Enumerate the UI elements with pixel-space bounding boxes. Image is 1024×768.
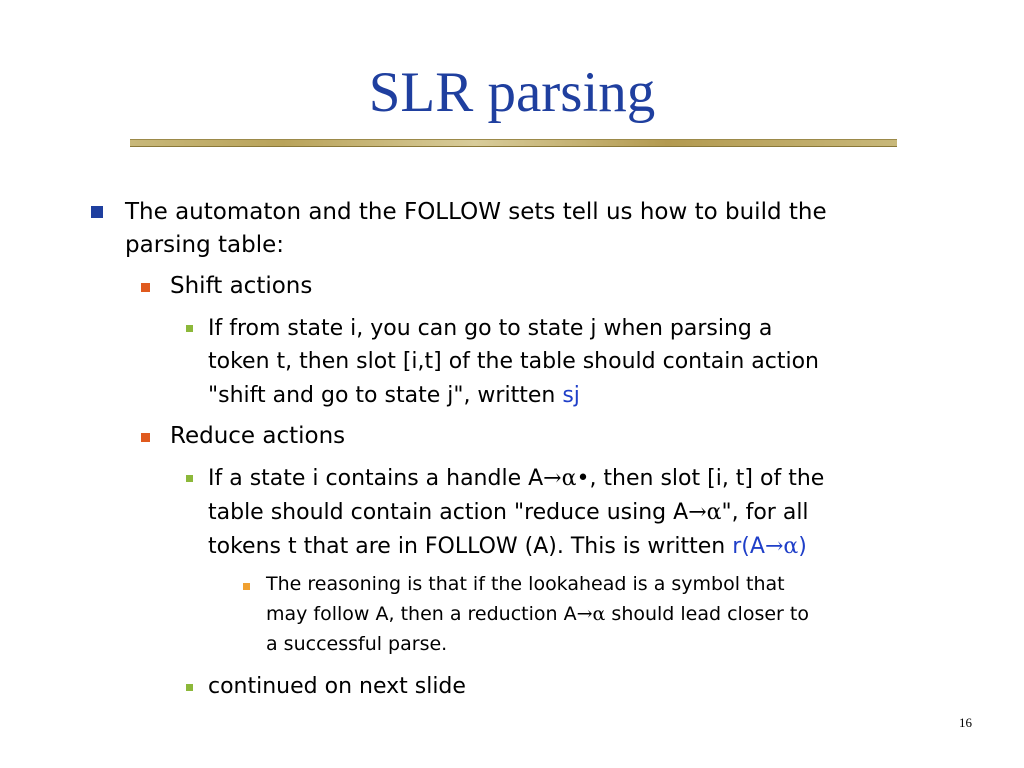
bullet-level2-icon: [141, 433, 150, 442]
bullet-text-line: The automaton and the FOLLOW sets tell us how to build the: [125, 199, 827, 225]
bullet-text-line: token t, then slot [i,t] of the table should contain action: [208, 349, 819, 374]
code-span: ): [798, 534, 807, 559]
arrow-alpha-symbol: →α: [688, 500, 722, 525]
bullet-text-line: The reasoning is that if the lookahead is a symbol that: [266, 573, 785, 595]
bullet-level4-icon: [243, 583, 250, 590]
arrow-alpha-symbol: →α: [764, 534, 799, 559]
bullet-text-line: [208, 462, 824, 496]
code-span: r(A: [732, 534, 765, 559]
reduce-actions-heading: Reduce actions: [170, 423, 346, 449]
bullet-level3-icon: [186, 325, 193, 332]
text-span: should lead closer to: [605, 603, 809, 625]
code-sj: sj: [562, 383, 580, 408]
page-number: 16: [959, 715, 972, 730]
bullet-level2-icon: [141, 283, 150, 292]
code-reduce: [732, 534, 807, 559]
text-span: table should contain action "reduce using A: [208, 500, 689, 525]
bullet-text-line: parsing table:: [125, 232, 285, 258]
arrow-alpha-symbol: →α: [576, 603, 606, 625]
text-span: ", for all: [721, 500, 809, 525]
arrow-alpha-dot-symbol: →α•: [543, 466, 590, 491]
text-span: , then slot [i, t] of the: [589, 466, 825, 491]
text-span: may follow A, then a reduction A: [266, 603, 577, 625]
slide-title: SLR parsing: [368, 61, 656, 124]
shift-actions-heading: Shift actions: [170, 273, 313, 299]
bullet-text-line: [266, 599, 809, 629]
title-divider: [130, 139, 897, 147]
text-span: tokens t that are in FOLLOW (A). This is written: [208, 534, 733, 559]
bullet-text-line: [208, 379, 580, 413]
bullet-level3-icon: [186, 684, 193, 691]
bullet-text-line: [208, 496, 809, 530]
bullet-level3-icon: [186, 475, 193, 482]
continued-text: continued on next slide: [208, 674, 466, 699]
bullet-text-line: a successful parse.: [266, 633, 448, 655]
bullet-text-line: [208, 530, 807, 564]
bullet-level1-icon: [91, 206, 103, 218]
text-span: "shift and go to state j", written: [208, 383, 563, 408]
bullet-text-line: If from state i, you can go to state j when parsing a: [208, 316, 773, 341]
text-span: If a state i contains a handle A: [208, 466, 544, 491]
